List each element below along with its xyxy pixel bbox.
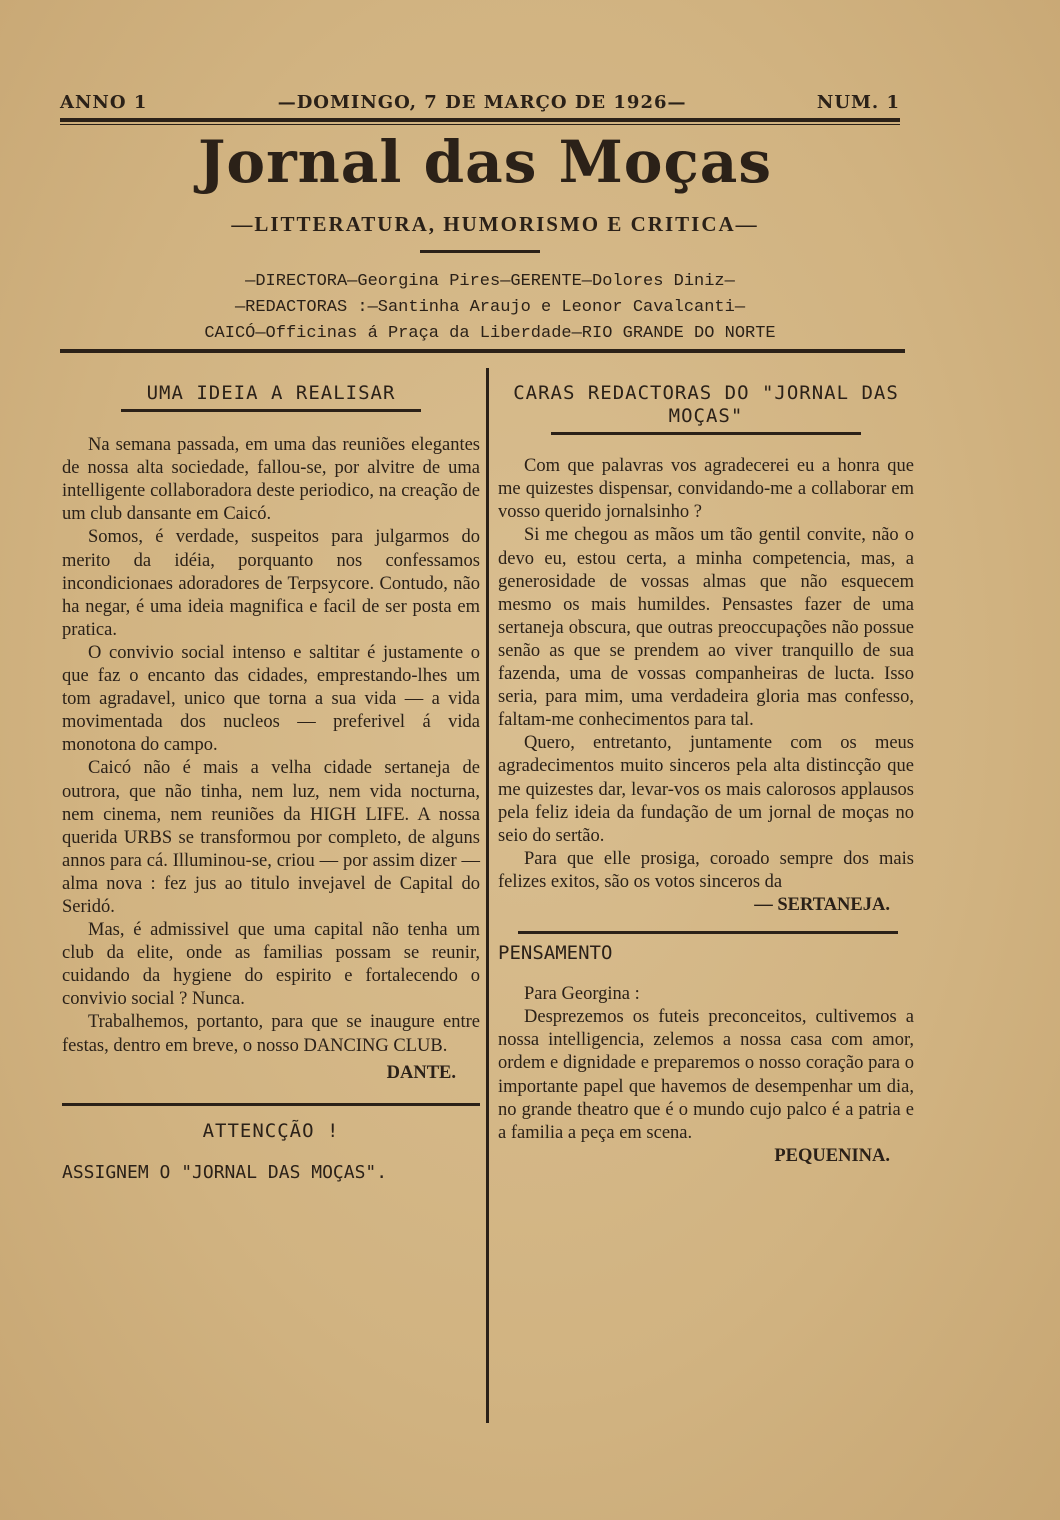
issue-number: NUM. 1: [816, 92, 900, 113]
staff-address-line: CAICÓ—Officinas á Praça da Liberdade—RIO GRANDE DO NORTE: [204, 324, 776, 343]
issue-date: —DOMINGO, 7 DE MARÇO DE 1926—: [277, 92, 687, 113]
masthead-info-line: [60, 92, 900, 113]
thought-heading: PENSAMENTO: [498, 942, 613, 965]
article-paragraph: O convivio social intenso e saltitar é justamente o que faz o encanto das cidades, emprestando-lhes um tom agradavel, unico que torna a sua vida — a vida movimentada dos nucleos — preferivel á vida monotona do campo.: [62, 642, 480, 756]
column-divider: [486, 368, 489, 1423]
section-rule: [518, 931, 898, 934]
letter-paragraph: Quero, entretanto, juntamente com os meus agradecimentos muito sinceros pela alta distincção que me quizestes dar, levar-vos os mais calorosos applausos pela feliz ideia da fundação de um jornal de moças no seio do sertão.: [498, 733, 914, 846]
right-column: [498, 382, 914, 1168]
article-paragraph: Caicó não é mais a velha cidade sertaneja de outrora, que não tinha, nem luz, nem vida nocturna, nem cinema, nem reuniões da HIGH LIFE. A nossa querida URBS se transformou por completo, de alguns annos para cá. Illuminou-se, criou — por assim dizer — alma nova : fez jus ao titulo invejavel de Capital do Seridó.: [62, 758, 480, 917]
letter-signature: — SERTANEJA.: [754, 894, 890, 915]
left-column: [62, 382, 480, 1184]
masthead-rule-thin: [60, 124, 900, 125]
newspaper-subtitle: —LITTERATURA, HUMORISMO E CRITICA—: [231, 212, 759, 236]
article-paragraph: Trabalhemos, portanto, para que se inaugure entre festas, dentro em breve, o nosso DANCING CLUB.: [62, 1012, 480, 1056]
header-bottom-rule: [60, 349, 905, 353]
article-signature: DANTE.: [386, 1062, 456, 1083]
staff-redactoras-line: —REDACTORAS :—Santinha Araujo e Leonor Cavalcanti—: [234, 298, 746, 317]
notice-heading: ATTENCÇÃO !: [202, 1119, 340, 1142]
article-heading-caras: CARAS REDACTORAS DO "JORNAL DAS MOÇAS": [513, 382, 899, 428]
newspaper-title: Jornal das Moças: [197, 128, 773, 196]
section-rule: [62, 1103, 480, 1106]
heading-underline: [121, 409, 421, 412]
letter-paragraph: Com que palavras vos agradecerei eu a honra que me quizestes dispensar, convidando-me a collaborar em vosso querido jornalsinho ?: [498, 456, 914, 523]
staff-directora-line: —DIRECTORA—Georgina Pires—GERENTE—Dolores Diniz—: [245, 272, 735, 291]
issue-year: ANNO 1: [60, 92, 148, 113]
notice-text: ASSIGNEM O "JORNAL DAS MOÇAS".: [62, 1161, 388, 1183]
ornament-rule: [420, 250, 540, 253]
letter-paragraph: Para que elle prosiga, coroado sempre dos mais felizes exitos, são os votos sinceros da: [498, 848, 914, 892]
thought-text: Desprezemos os futeis preconceitos, cultivemos a nossa intelligencia, zelemos a nossa casa com amor, ordem e dignidade e preparemos o nosso coração para o importante papel que havemos de desempenhar um dia, no grande theatro que é o mundo cujo palco é a patria e a familia a peça em scena.: [498, 1007, 914, 1143]
article-paragraph: Na semana passada, em uma das reuniões elegantes de nossa alta sociedade, fallou-se, por alvitre de uma intelligente collaboradora deste periodico, na creação de um club dansante em Caicó.: [62, 435, 480, 525]
letter-paragraph: Si me chegou as mãos um tão gentil convite, não o devo eu, estou certa, a minha competencia, mas, a generosidade de vossas almas que não esquecem mesmo os mais humildes. Pensastes fazer de uma sertaneja obscura, que outras preoccupações não possue senão as que se prendem ao viver tranquillo de sua fazenda, uma de vossas companheiras de lucta. Isso seria, para mim, uma verdadeira gloria mas confesso, faltam-me conhecimentos para tal.: [498, 525, 914, 731]
article-paragraph: Mas, é admissivel que uma capital não tenha um club da elite, onde as familias possam se reunir, cuidando da hygiene do espirito e fortalecendo o convivio social ? Nunca.: [62, 920, 480, 1010]
article-paragraph: Somos, é verdade, suspeitos para julgarmos do merito da idéia, porquanto nos confessamos incondicionaes adoradores de Terpsycore. Contudo, não ha negar, é uma ideia magnifica e facil de ser posta em pratica.: [62, 527, 480, 640]
article-heading-ideia: UMA IDEIA A REALISAR: [146, 382, 396, 404]
masthead-rule: [60, 118, 900, 122]
thought-dedication: Para Georgina :: [524, 984, 640, 1005]
thought-signature: PEQUENINA.: [774, 1145, 890, 1166]
heading-underline: [551, 432, 861, 435]
